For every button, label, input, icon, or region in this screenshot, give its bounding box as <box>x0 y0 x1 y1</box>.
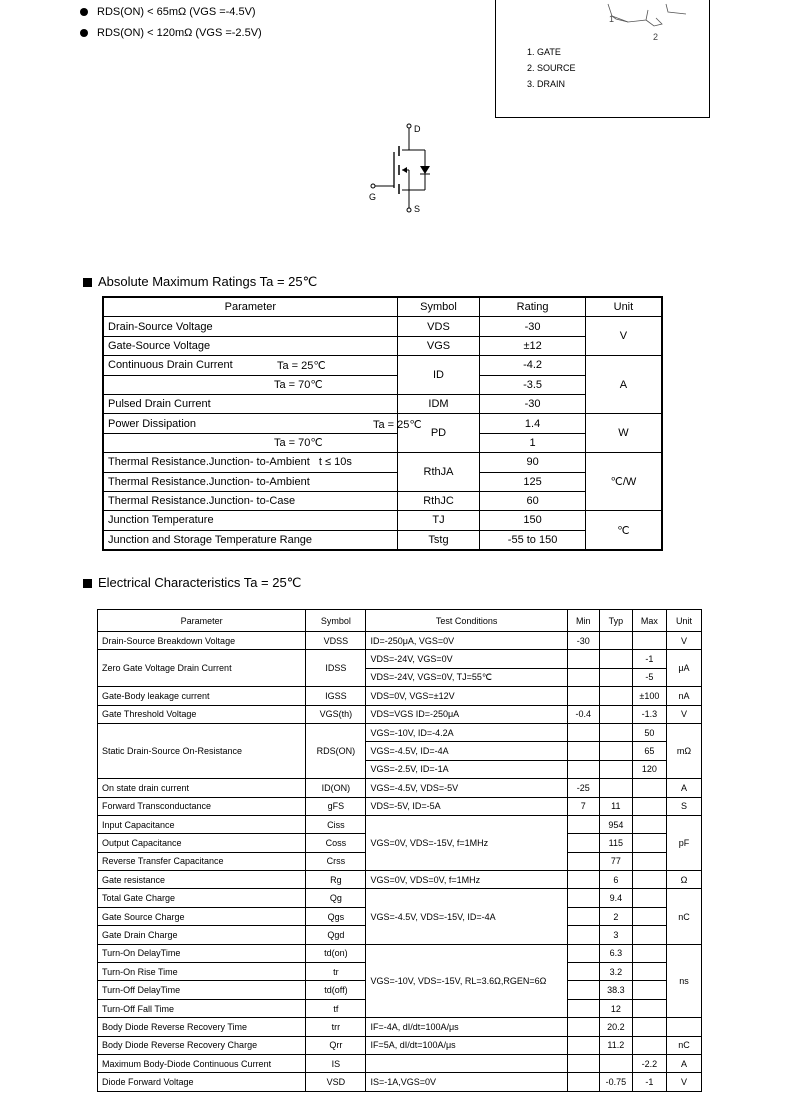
unit-cell: V <box>666 705 701 723</box>
elec-title: Electrical Characteristics Ta = 25℃ <box>98 575 302 590</box>
condition-cell: VDS=VGS ID=-250μA <box>366 705 567 723</box>
mosfet-schematic-icon <box>365 120 435 215</box>
symbol-cell: RthJA <box>397 453 480 492</box>
table-row <box>98 889 702 907</box>
min-cell <box>567 815 599 833</box>
min-cell <box>567 723 599 741</box>
unit-cell: V <box>666 632 701 650</box>
param-cell: Maximum Body-Diode Continuous Current <box>98 1054 306 1072</box>
param-cell: Total Gate Charge <box>98 889 306 907</box>
param-label: Continuous Drain Current <box>108 359 233 372</box>
symbol-cell: td(off) <box>306 981 366 999</box>
param-cell: Thermal Resistance.Junction- to-Ambient <box>103 472 397 491</box>
drain-label: D <box>414 124 421 134</box>
typ-cell: 3 <box>599 926 632 944</box>
max-cell <box>632 999 666 1017</box>
header-cell: Min <box>567 610 599 632</box>
min-cell <box>567 907 599 925</box>
param-cell: Forward Transconductance <box>98 797 306 815</box>
symbol-cell: VSD <box>306 1073 366 1091</box>
condition-cell: VDS=-24V, VGS=0V <box>366 650 567 668</box>
table-row <box>103 511 662 530</box>
condition-label: t ≤ 10s <box>318 456 352 469</box>
min-cell <box>567 944 599 962</box>
max-cell <box>632 926 666 944</box>
condition-cell: VGS=-4.5V, ID=-4A <box>366 742 567 760</box>
table-row <box>98 650 702 668</box>
min-cell <box>567 668 599 686</box>
condition-cell: IS=-1A,VGS=0V <box>366 1073 567 1091</box>
table-row <box>103 530 662 550</box>
typ-cell: 11.2 <box>599 1036 632 1054</box>
header-cell: Parameter <box>103 297 397 317</box>
param-cell: Junction Temperature <box>103 511 397 530</box>
typ-cell: 38.3 <box>599 981 632 999</box>
max-cell <box>632 815 666 833</box>
rating-cell: 125 <box>480 472 585 491</box>
min-cell <box>567 834 599 852</box>
unit-cell: nA <box>666 687 701 705</box>
typ-cell: 954 <box>599 815 632 833</box>
typ-cell: 77 <box>599 852 632 870</box>
param-cell: Thermal Resistance.Junction- to-Case <box>103 491 397 510</box>
max-cell: -1 <box>632 650 666 668</box>
rating-cell: 60 <box>480 491 585 510</box>
symbol-cell: Qrr <box>306 1036 366 1054</box>
param-cell: Gate resistance <box>98 871 306 889</box>
section-title <box>83 575 301 591</box>
condition-cell: VGS=-10V, VDS=-15V, RL=3.6Ω,RGEN=6Ω <box>366 944 567 1018</box>
symbol-cell: VDSS <box>306 632 366 650</box>
unit-cell: V <box>585 317 662 356</box>
condition-label: Ta = 25℃ <box>373 418 422 431</box>
condition-cell: ID=-250μA, VGS=0V <box>366 632 567 650</box>
param-cell: Turn-Off DelayTime <box>98 981 306 999</box>
elec-table <box>97 609 702 1092</box>
symbol-cell: PD <box>397 414 480 453</box>
symbol-cell: Ciss <box>306 815 366 833</box>
feature-text: RDS(ON) < 120mΩ (VGS =-2.5V) <box>97 27 262 39</box>
condition-label: Ta = 25℃ <box>277 360 326 373</box>
param-cell: Gate Drain Charge <box>98 926 306 944</box>
rating-cell: -30 <box>480 394 585 413</box>
typ-cell <box>599 632 632 650</box>
max-cell <box>632 907 666 925</box>
condition-cell: VGS=0V, VDS=0V, f=1MHz <box>366 871 567 889</box>
typ-cell <box>599 723 632 741</box>
table-row <box>98 871 702 889</box>
max-cell: -1 <box>632 1073 666 1091</box>
unit-cell: ns <box>666 944 701 1018</box>
gate-label: G <box>369 192 377 202</box>
typ-cell: 6.3 <box>599 944 632 962</box>
param-cell: Zero Gate Voltage Drain Current <box>98 650 306 687</box>
header-cell: Parameter <box>98 610 306 632</box>
header-cell: Rating <box>480 297 585 317</box>
max-cell <box>632 834 666 852</box>
typ-cell <box>599 687 632 705</box>
table-row <box>103 433 662 452</box>
condition-cell: IF=-4A, dI/dt=100A/μs <box>366 1018 567 1036</box>
min-cell <box>567 687 599 705</box>
param-cell: Reverse Transfer Capacitance <box>98 852 306 870</box>
condition-label: Ta = 70℃ <box>274 437 323 450</box>
param-cell: Gate Threshold Voltage <box>98 705 306 723</box>
bullet-dot-icon <box>80 29 88 37</box>
unit-cell: A <box>585 356 662 414</box>
table-row <box>103 453 662 472</box>
condition-cell: VGS=0V, VDS=-15V, f=1MHz <box>366 815 567 870</box>
typ-cell <box>599 650 632 668</box>
param-cell: Turn-On Rise Time <box>98 963 306 981</box>
table-row <box>98 797 702 815</box>
unit-cell: μA <box>666 650 701 687</box>
param-cell: Gate Source Charge <box>98 907 306 925</box>
table-row <box>103 414 662 433</box>
max-cell <box>632 963 666 981</box>
typ-cell <box>599 760 632 778</box>
header-cell: Test Conditions <box>366 610 567 632</box>
max-cell <box>632 779 666 797</box>
symbol-cell: trr <box>306 1018 366 1036</box>
section-title <box>83 274 317 290</box>
symbol-cell: IDSS <box>306 650 366 687</box>
symbol-cell: IS <box>306 1054 366 1072</box>
table-row <box>98 1018 702 1036</box>
symbol-cell: Qgd <box>306 926 366 944</box>
unit-cell: A <box>666 1054 701 1072</box>
feature-bullet <box>80 6 256 18</box>
param-cell <box>103 433 397 452</box>
header-cell: Unit <box>585 297 662 317</box>
symbol-cell: Qg <box>306 889 366 907</box>
symbol-cell: tr <box>306 963 366 981</box>
min-cell <box>567 999 599 1017</box>
param-cell: Drain-Source Breakdown Voltage <box>98 632 306 650</box>
max-cell <box>632 852 666 870</box>
rating-cell: -55 to 150 <box>480 530 585 550</box>
table-row <box>103 491 662 510</box>
param-cell: Gate-Source Voltage <box>103 336 397 355</box>
unit-cell <box>666 1018 701 1036</box>
unit-cell: nC <box>666 1036 701 1054</box>
param-cell: Diode Forward Voltage <box>98 1073 306 1091</box>
param-label: Power Dissipation <box>108 417 197 430</box>
param-cell: On state drain current <box>98 779 306 797</box>
table-header-row <box>103 297 662 317</box>
condition-label: Ta = 70℃ <box>274 379 323 392</box>
rating-cell: 90 <box>480 453 585 472</box>
min-cell <box>567 1036 599 1054</box>
typ-cell <box>599 779 632 797</box>
param-label: Thermal Resistance.Junction- to-Ambient <box>108 456 310 469</box>
param-cell <box>103 453 397 472</box>
max-cell <box>632 1036 666 1054</box>
square-bullet-icon <box>83 579 92 588</box>
rating-cell: ±12 <box>480 336 585 355</box>
min-cell <box>567 981 599 999</box>
table-row <box>98 1036 702 1054</box>
table-row <box>103 317 662 336</box>
table-row <box>98 632 702 650</box>
min-cell <box>567 1018 599 1036</box>
typ-cell: 2 <box>599 907 632 925</box>
pin-gate: 1. GATE <box>527 47 561 57</box>
table-row <box>103 472 662 491</box>
feature-bullet <box>80 27 262 39</box>
symbol-cell: IDM <box>397 394 480 413</box>
param-cell: Turn-Off Fall Time <box>98 999 306 1017</box>
min-cell: -25 <box>567 779 599 797</box>
param-cell: Drain-Source Voltage <box>103 317 397 336</box>
unit-cell: ℃/W <box>585 453 662 511</box>
min-cell <box>567 963 599 981</box>
max-cell <box>632 944 666 962</box>
unit-cell: A <box>666 779 701 797</box>
typ-cell: 115 <box>599 834 632 852</box>
typ-cell <box>599 668 632 686</box>
param-cell: Body Diode Reverse Recovery Charge <box>98 1036 306 1054</box>
abs-max-title: Absolute Maximum Ratings Ta = 25℃ <box>98 274 318 289</box>
max-cell <box>632 889 666 907</box>
condition-cell <box>366 1054 567 1072</box>
param-cell: Gate-Body leakage current <box>98 687 306 705</box>
symbol-cell: VGS <box>397 336 480 355</box>
typ-cell: 12 <box>599 999 632 1017</box>
unit-cell: Ω <box>666 871 701 889</box>
symbol-cell: Crss <box>306 852 366 870</box>
unit-cell: S <box>666 797 701 815</box>
max-cell <box>632 632 666 650</box>
symbol-cell: ID <box>397 356 480 395</box>
min-cell: -0.4 <box>567 705 599 723</box>
max-cell: -2.2 <box>632 1054 666 1072</box>
symbol-cell: Rg <box>306 871 366 889</box>
table-row <box>98 944 702 962</box>
pin-drain: 3. DRAIN <box>527 79 566 89</box>
table-header-row <box>98 610 702 632</box>
max-cell: 65 <box>632 742 666 760</box>
symbol-cell: VDS <box>397 317 480 336</box>
pin-number-label: 2 <box>653 32 659 42</box>
feature-text: RDS(ON) < 65mΩ (VGS =-4.5V) <box>97 6 256 18</box>
header-cell: Max <box>632 610 666 632</box>
max-cell <box>632 871 666 889</box>
symbol-cell: Qgs <box>306 907 366 925</box>
typ-cell: -0.75 <box>599 1073 632 1091</box>
max-cell: ±100 <box>632 687 666 705</box>
min-cell <box>567 852 599 870</box>
condition-cell: VDS=-5V, ID=-5A <box>366 797 567 815</box>
condition-cell: VGS=-4.5V, VDS=-15V, ID=-4A <box>366 889 567 944</box>
param-cell: Pulsed Drain Current <box>103 394 397 413</box>
rating-cell: -4.2 <box>480 356 585 375</box>
symbol-cell: Tstg <box>397 530 480 550</box>
symbol-cell: td(on) <box>306 944 366 962</box>
header-cell: Symbol <box>306 610 366 632</box>
symbol-cell: ID(ON) <box>306 779 366 797</box>
header-cell: Unit <box>666 610 701 632</box>
rating-cell: -30 <box>480 317 585 336</box>
rating-cell: 1 <box>480 433 585 452</box>
min-cell <box>567 1073 599 1091</box>
table-row <box>98 687 702 705</box>
symbol-cell: gFS <box>306 797 366 815</box>
min-cell <box>567 926 599 944</box>
table-row <box>103 394 662 413</box>
pin-number-label: 1 <box>609 14 615 24</box>
symbol-cell: Coss <box>306 834 366 852</box>
table-row <box>98 779 702 797</box>
rating-cell: 150 <box>480 511 585 530</box>
param-cell: Body Diode Reverse Recovery Time <box>98 1018 306 1036</box>
typ-cell <box>599 705 632 723</box>
condition-cell: VDS=-24V, VGS=0V, TJ=55℃ <box>366 668 567 686</box>
table-row <box>103 336 662 355</box>
table-row <box>98 705 702 723</box>
condition-cell: VGS=-4.5V, VDS=-5V <box>366 779 567 797</box>
param-cell <box>103 356 397 375</box>
max-cell <box>632 797 666 815</box>
min-cell <box>567 1054 599 1072</box>
param-cell <box>103 414 422 433</box>
pin-source: 2. SOURCE <box>527 63 576 73</box>
condition-cell: VGS=-2.5V, ID=-1A <box>366 760 567 778</box>
symbol-cell: VGS(th) <box>306 705 366 723</box>
min-cell: -30 <box>567 632 599 650</box>
pin-list <box>527 44 576 92</box>
header-cell: Typ <box>599 610 632 632</box>
max-cell: -1.3 <box>632 705 666 723</box>
square-bullet-icon <box>83 278 92 287</box>
param-cell: Junction and Storage Temperature Range <box>103 530 397 550</box>
max-cell: 50 <box>632 723 666 741</box>
rating-cell: -3.5 <box>480 375 585 394</box>
unit-cell: pF <box>666 815 701 870</box>
rating-cell: 1.4 <box>480 414 585 433</box>
min-cell <box>567 742 599 760</box>
min-cell <box>567 889 599 907</box>
table-row <box>98 1054 702 1072</box>
max-cell <box>632 1018 666 1036</box>
unit-cell: W <box>585 414 662 453</box>
typ-cell: 20.2 <box>599 1018 632 1036</box>
condition-cell: VDS=0V, VGS=±12V <box>366 687 567 705</box>
table-row <box>103 356 662 375</box>
package-drawing-icon <box>496 0 709 45</box>
symbol-cell: tf <box>306 999 366 1017</box>
typ-cell: 3.2 <box>599 963 632 981</box>
param-cell <box>103 375 397 394</box>
min-cell <box>567 871 599 889</box>
typ-cell <box>599 742 632 760</box>
table-row <box>103 375 662 394</box>
max-cell <box>632 981 666 999</box>
min-cell: 7 <box>567 797 599 815</box>
table-row <box>98 1073 702 1091</box>
bullet-dot-icon <box>80 8 88 16</box>
param-cell: Static Drain-Source On-Resistance <box>98 723 306 778</box>
unit-cell: ℃ <box>585 511 662 550</box>
min-cell <box>567 760 599 778</box>
table-row <box>98 723 702 741</box>
unit-cell: nC <box>666 889 701 944</box>
max-cell: 120 <box>632 760 666 778</box>
condition-cell: VGS=-10V, ID=-4.2A <box>366 723 567 741</box>
typ-cell: 9.4 <box>599 889 632 907</box>
condition-cell: IF=5A, dI/dt=100A/μs <box>366 1036 567 1054</box>
header-cell: Symbol <box>397 297 480 317</box>
min-cell <box>567 650 599 668</box>
param-cell: Input Capacitance <box>98 815 306 833</box>
table-row <box>98 815 702 833</box>
symbol-cell: TJ <box>397 511 480 530</box>
typ-cell: 11 <box>599 797 632 815</box>
param-cell: Output Capacitance <box>98 834 306 852</box>
symbol-cell: RthJC <box>397 491 480 510</box>
max-cell: -5 <box>632 668 666 686</box>
symbol-cell: IGSS <box>306 687 366 705</box>
symbol-cell: RDS(ON) <box>306 723 366 778</box>
unit-cell: mΩ <box>666 723 701 778</box>
unit-cell: V <box>666 1073 701 1091</box>
typ-cell <box>599 1054 632 1072</box>
typ-cell: 6 <box>599 871 632 889</box>
param-cell: Turn-On DelayTime <box>98 944 306 962</box>
source-label: S <box>414 204 421 214</box>
abs-max-table <box>102 296 663 551</box>
